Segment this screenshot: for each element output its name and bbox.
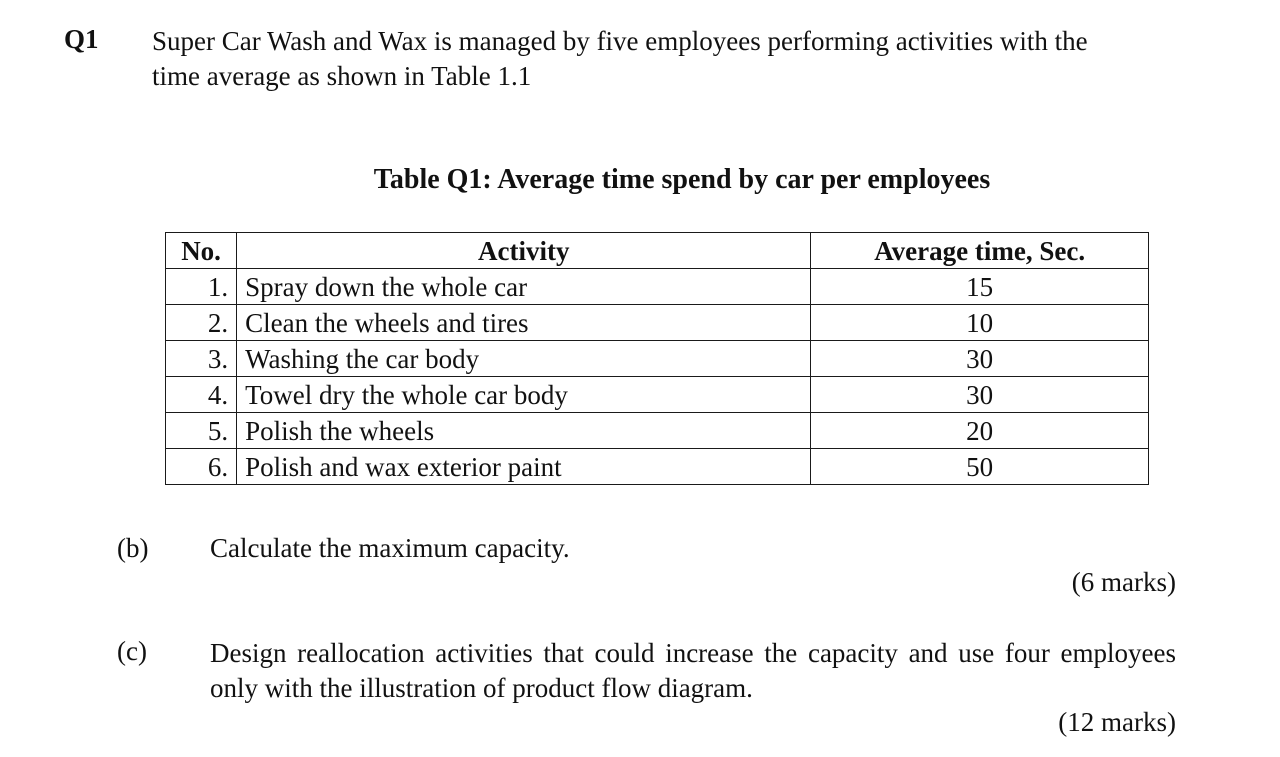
table-row — [166, 341, 1149, 377]
part-b-marks: (6 marks) — [1071, 567, 1176, 597]
row-activity: Spray down the whole car — [237, 269, 811, 305]
row-no: 4. — [166, 377, 237, 413]
row-no: 6. — [166, 449, 237, 485]
part-b-label: (b) — [117, 533, 149, 563]
table-row — [166, 413, 1149, 449]
row-time: 30 — [811, 377, 1149, 413]
row-activity: Towel dry the whole car body — [237, 377, 811, 413]
header-average-time: Average time, Sec. — [811, 233, 1149, 269]
row-no: 5. — [166, 413, 237, 449]
intro-line-1: Super Car Wash and Wax is managed by five employees performing activities with the — [152, 26, 1088, 56]
table-row — [166, 269, 1149, 305]
activity-time-table — [165, 232, 1149, 485]
row-time: 20 — [811, 413, 1149, 449]
row-activity: Polish the wheels — [237, 413, 811, 449]
question-number: Q1 — [64, 24, 99, 54]
table-header-row — [166, 233, 1149, 269]
row-time: 10 — [811, 305, 1149, 341]
table-row — [166, 449, 1149, 485]
row-activity: Polish and wax exterior paint — [237, 449, 811, 485]
row-no: 3. — [166, 341, 237, 377]
part-c-text: Design reallocation activities that could increase the capacity and use four employees only with the illustration of product flow diagram. — [210, 638, 1176, 703]
part-c-label: (c) — [117, 636, 147, 666]
header-activity: Activity — [237, 233, 811, 269]
row-no: 1. — [166, 269, 237, 305]
question-intro — [152, 24, 1088, 94]
row-activity: Clean the wheels and tires — [237, 305, 811, 341]
row-time: 30 — [811, 341, 1149, 377]
row-activity: Washing the car body — [237, 341, 811, 377]
table-title: Table Q1: Average time spend by car per employees — [373, 164, 991, 195]
row-time: 15 — [811, 269, 1149, 305]
header-no: No. — [166, 233, 237, 269]
part-b-text: Calculate the maximum capacity. — [210, 533, 570, 563]
row-no: 2. — [166, 305, 237, 341]
table-row — [166, 377, 1149, 413]
row-time: 50 — [811, 449, 1149, 485]
intro-line-2: time average as shown in Table 1.1 — [152, 61, 532, 91]
part-c-marks: (12 marks) — [1058, 707, 1176, 737]
table-row — [166, 305, 1149, 341]
